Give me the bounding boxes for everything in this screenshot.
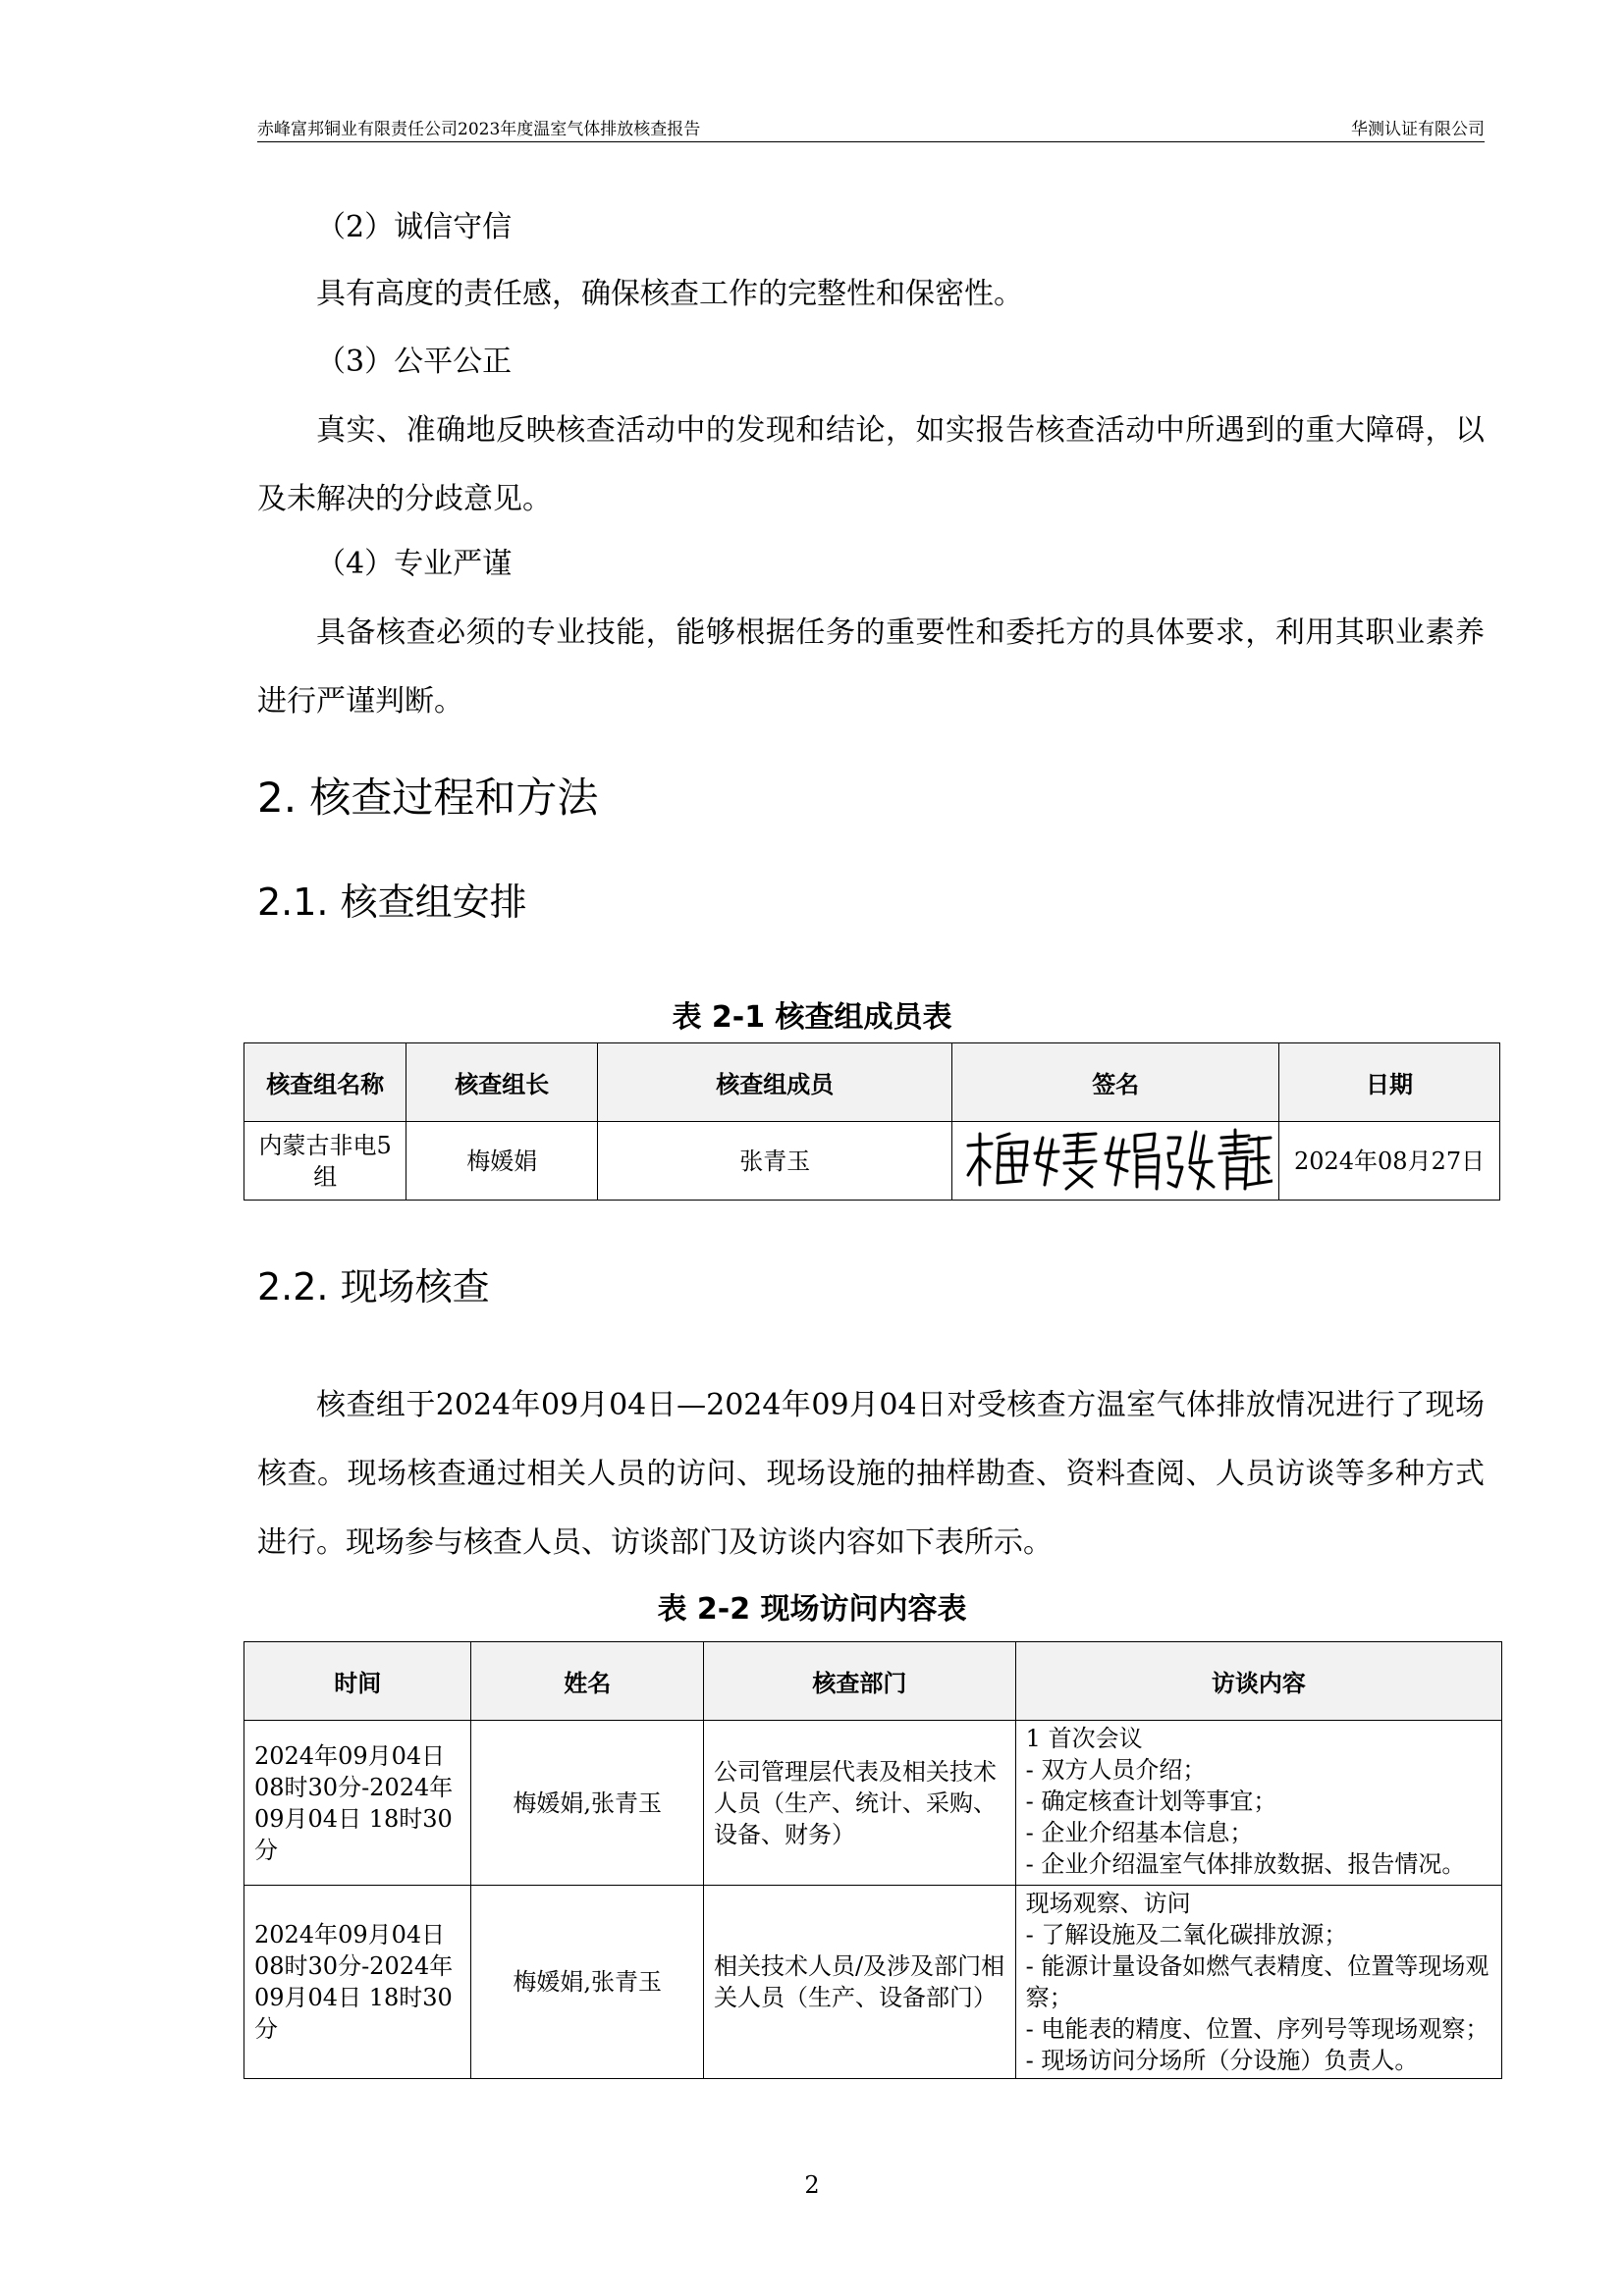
content-line: - 现场访问分场所（分设施）负责人。 xyxy=(1025,2047,1419,2074)
interview-time-cell: 2024年09月04日08时30分-2024年09月04日 18时30分 xyxy=(244,1886,471,2079)
team-group-cell: 内蒙古非电5组 xyxy=(244,1122,406,1201)
content-line: - 双方人员介绍； xyxy=(1025,1756,1207,1784)
team-header-signature: 签名 xyxy=(952,1043,1279,1122)
team-table xyxy=(244,1042,1500,1201)
interview-name-cell: 梅媛娟,张青玉 xyxy=(471,1721,704,1886)
handwritten-signature xyxy=(958,1124,1272,1199)
content-line: - 确定核查计划等事宜； xyxy=(1025,1788,1277,1815)
section-2-1-heading: 2.1. 核查组安排 xyxy=(257,881,527,924)
section-2-2-heading: 2.2. 现场核查 xyxy=(257,1265,490,1308)
section-2-heading: 2. 核查过程和方法 xyxy=(257,774,599,822)
content-line: 1 首次会议 xyxy=(1025,1725,1143,1752)
header-report-title: 赤峰富邦铜业有限责任公司2023年度温室气体排放核查报告 xyxy=(257,120,701,139)
team-header-leader: 核查组长 xyxy=(406,1043,598,1122)
table-row xyxy=(244,1886,1502,2079)
table-row xyxy=(244,1721,1502,1886)
signature-cell xyxy=(952,1122,1279,1201)
content-line: - 电能表的精度、位置、序列号等现场观察； xyxy=(1025,2015,1489,2043)
content-line: 现场观察、访问 xyxy=(1025,1890,1191,1917)
team-member-cell: 张青玉 xyxy=(598,1122,952,1201)
content-line: - 了解设施及二氧化碳排放源； xyxy=(1025,1921,1348,1949)
interview-table xyxy=(244,1641,1502,2079)
team-header-members: 核查组成员 xyxy=(598,1043,952,1122)
content-line: - 能源计量设备如燃气表精度、位置等现场观察； xyxy=(1025,1952,1489,2011)
principle-title-2: （2）诚信守信 xyxy=(316,210,513,244)
content-line: - 企业介绍基本信息； xyxy=(1025,1819,1254,1846)
interview-content-cell xyxy=(1015,1886,1501,2079)
interview-dept-cell: 公司管理层代表及相关技术人员（生产、统计、采购、设备、财务） xyxy=(703,1721,1015,1886)
interview-name-cell: 梅媛娟,张青玉 xyxy=(471,1886,704,2079)
principle-title-4: （4）专业严谨 xyxy=(316,547,513,581)
principle-desc-3: 真实、准确地反映核查活动中的发现和结论，如实报告核查活动中所遇到的重大障碍，以及未解决的分歧意见。 xyxy=(257,413,1485,516)
interview-header-content: 访谈内容 xyxy=(1015,1642,1501,1721)
interview-header-name: 姓名 xyxy=(471,1642,704,1721)
principle-desc-2: 具有高度的责任感，确保核查工作的完整性和保密性。 xyxy=(316,277,1023,311)
interview-header-dept: 核查部门 xyxy=(703,1642,1015,1721)
header-company: 华测认证有限公司 xyxy=(1351,120,1485,139)
principle-title-3: （3）公平公正 xyxy=(316,345,513,379)
site-inspection-paragraph: 核查组于2024年09月04日—2024年09月04日对受核查方温室气体排放情况进行了现场核查。现场核查通过相关人员的访问、现场设施的抽样勘查、资料查阅、人员访谈等多种方式进行。现场参与核查人员、访谈部门及访谈内容如下表所示。 xyxy=(257,1388,1485,1560)
page-header xyxy=(257,112,1485,142)
table-2-2-caption: 表 2-2 现场访问内容表 xyxy=(657,1592,967,1627)
interview-content-cell xyxy=(1015,1721,1501,1886)
content-line: - 企业介绍温室气体排放数据、报告情况。 xyxy=(1025,1850,1466,1878)
interview-time-cell: 2024年09月04日08时30分-2024年09月04日 18时30分 xyxy=(244,1721,471,1886)
page-number: 2 xyxy=(804,2171,820,2199)
team-header-date: 日期 xyxy=(1279,1043,1500,1122)
team-date-cell: 2024年08月27日 xyxy=(1279,1122,1500,1201)
principle-desc-4: 具备核查必须的专业技能，能够根据任务的重要性和委托方的具体要求，利用其职业素养进行严谨判断。 xyxy=(257,615,1485,719)
interview-header-time: 时间 xyxy=(244,1642,471,1721)
interview-dept-cell: 相关技术人员/及涉及部门相关人员（生产、设备部门） xyxy=(703,1886,1015,2079)
team-header-group: 核查组名称 xyxy=(244,1043,406,1122)
team-leader-cell: 梅媛娟 xyxy=(406,1122,598,1201)
table-2-1-caption: 表 2-1 核查组成员表 xyxy=(672,1000,952,1035)
